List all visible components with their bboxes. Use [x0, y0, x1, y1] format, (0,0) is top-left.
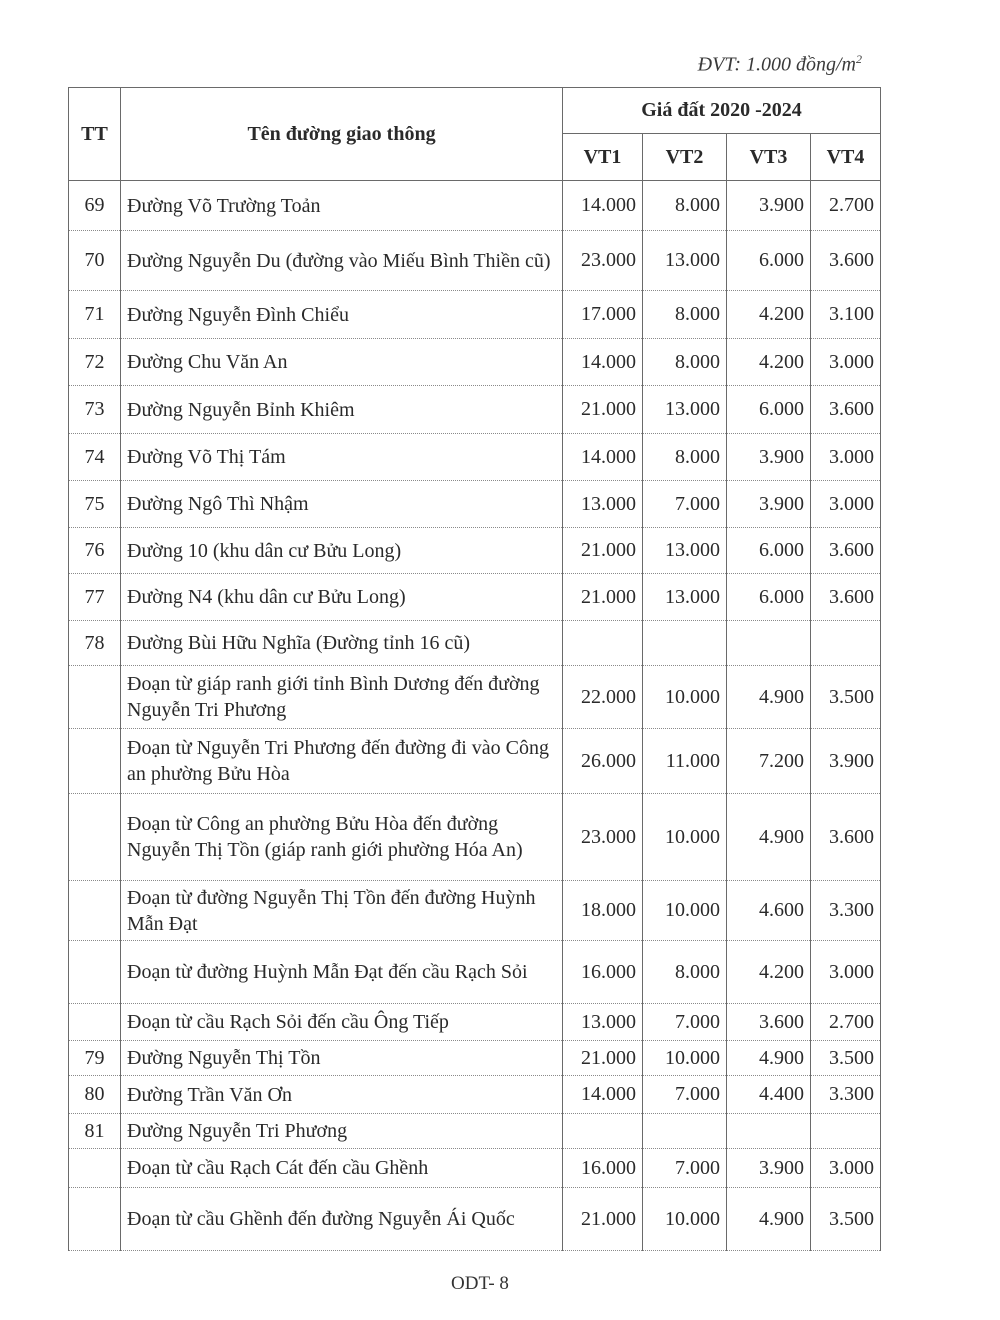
row-vt1: 26.000 [563, 729, 643, 794]
row-tt: 72 [69, 339, 121, 386]
row-vt1 [563, 1114, 643, 1149]
row-vt4 [811, 1114, 881, 1149]
row-vt1: 13.000 [563, 481, 643, 528]
row-tt: 73 [69, 386, 121, 434]
row-road-name: Đường Ngô Thì Nhậm [121, 481, 563, 528]
row-vt4 [811, 621, 881, 666]
row-tt [69, 1188, 121, 1251]
row-vt2: 11.000 [643, 729, 727, 794]
page-footer: ODT- 8 [451, 1273, 509, 1294]
row-vt4: 3.000 [811, 434, 881, 481]
table-row [69, 666, 881, 729]
row-vt3: 3.900 [727, 181, 811, 231]
row-vt3: 4.900 [727, 794, 811, 881]
row-vt3 [727, 621, 811, 666]
table-row [69, 528, 881, 574]
header-vt1: VT1 [563, 134, 643, 181]
row-tt: 76 [69, 528, 121, 574]
row-vt1: 21.000 [563, 528, 643, 574]
row-vt2: 13.000 [643, 528, 727, 574]
row-vt2: 13.000 [643, 231, 727, 291]
row-vt1: 14.000 [563, 434, 643, 481]
row-vt2: 10.000 [643, 666, 727, 729]
row-vt4: 3.100 [811, 291, 881, 339]
header-tt: TT [69, 88, 121, 181]
row-vt2: 8.000 [643, 181, 727, 231]
row-vt3: 4.900 [727, 666, 811, 729]
table-row [69, 941, 881, 1004]
row-vt3: 3.900 [727, 481, 811, 528]
row-vt3 [727, 1114, 811, 1149]
row-vt1: 14.000 [563, 181, 643, 231]
row-road-name: Đường Nguyễn Tri Phương [121, 1114, 563, 1149]
row-vt2: 10.000 [643, 881, 727, 941]
row-vt3: 6.000 [727, 574, 811, 621]
row-road-name: Đường Nguyễn Đình Chiểu [121, 291, 563, 339]
row-tt [69, 941, 121, 1004]
row-tt: 71 [69, 291, 121, 339]
row-vt4: 3.300 [811, 881, 881, 941]
row-road-name: Đoạn từ cầu Ghềnh đến đường Nguyễn Ái Quốc [121, 1188, 563, 1251]
row-tt: 80 [69, 1076, 121, 1114]
table-row [69, 386, 881, 434]
row-tt [69, 666, 121, 729]
row-vt2: 8.000 [643, 941, 727, 1004]
row-vt3: 4.900 [727, 1041, 811, 1076]
row-vt1: 22.000 [563, 666, 643, 729]
row-road-name: Đường Nguyễn Du (đường vào Miếu Bình Thiền cũ) [121, 231, 563, 291]
row-road-name: Đường Bùi Hữu Nghĩa (Đường tỉnh 16 cũ) [121, 621, 563, 666]
row-vt3: 6.000 [727, 528, 811, 574]
table-row [69, 621, 881, 666]
row-vt3: 6.000 [727, 231, 811, 291]
table-row [69, 1076, 881, 1114]
row-vt1: 21.000 [563, 1188, 643, 1251]
table-row [69, 1149, 881, 1188]
row-vt2: 10.000 [643, 794, 727, 881]
row-road-name: Đoạn từ Nguyễn Tri Phương đến đường đi vào Công an phường Bửu Hòa [121, 729, 563, 794]
header-vt4: VT4 [811, 134, 881, 181]
row-vt3: 3.900 [727, 1149, 811, 1188]
table-row [69, 881, 881, 941]
row-vt2: 7.000 [643, 1149, 727, 1188]
row-road-name: Đường Trần Văn Ơn [121, 1076, 563, 1114]
table-row [69, 339, 881, 386]
row-vt3: 4.900 [727, 1188, 811, 1251]
row-road-name: Đoạn từ đường Nguyễn Thị Tồn đến đường Huỳnh Mẫn Đạt [121, 881, 563, 941]
header-vt2: VT2 [643, 134, 727, 181]
row-vt4: 3.600 [811, 528, 881, 574]
row-vt4: 3.500 [811, 1188, 881, 1251]
row-road-name: Đường 10 (khu dân cư Bửu Long) [121, 528, 563, 574]
row-tt [69, 794, 121, 881]
row-vt3: 3.900 [727, 434, 811, 481]
row-vt3: 4.200 [727, 941, 811, 1004]
row-vt3: 4.400 [727, 1076, 811, 1114]
row-vt4: 3.500 [811, 1041, 881, 1076]
row-vt4: 2.700 [811, 1004, 881, 1041]
row-vt1: 13.000 [563, 1004, 643, 1041]
row-vt2: 8.000 [643, 434, 727, 481]
row-vt3: 4.600 [727, 881, 811, 941]
unit-note [698, 52, 862, 77]
row-road-name: Đoạn từ Công an phường Bửu Hòa đến đường Nguyễn Thị Tồn (giáp ranh giới phường Hóa An) [121, 794, 563, 881]
row-vt1: 21.000 [563, 574, 643, 621]
row-vt1: 16.000 [563, 1149, 643, 1188]
row-vt2: 7.000 [643, 481, 727, 528]
land-price-table [68, 87, 881, 1251]
header-price-group: Giá đất 2020 -2024 [563, 88, 881, 134]
row-vt3: 4.200 [727, 291, 811, 339]
table-row [69, 1188, 881, 1251]
table-row [69, 434, 881, 481]
row-road-name: Đường N4 (khu dân cư Bửu Long) [121, 574, 563, 621]
row-vt2: 8.000 [643, 339, 727, 386]
row-vt1 [563, 621, 643, 666]
row-road-name: Đường Nguyễn Bỉnh Khiêm [121, 386, 563, 434]
unit-note-text: ĐVT: 1.000 đồng/m [697, 53, 856, 76]
row-road-name: Đường Chu Văn An [121, 339, 563, 386]
table-row [69, 1004, 881, 1041]
row-tt [69, 729, 121, 794]
row-tt [69, 1149, 121, 1188]
row-vt3: 7.200 [727, 729, 811, 794]
row-vt1: 21.000 [563, 1041, 643, 1076]
row-vt4: 3.000 [811, 1149, 881, 1188]
row-vt4: 2.700 [811, 181, 881, 231]
row-vt1: 23.000 [563, 794, 643, 881]
row-tt: 75 [69, 481, 121, 528]
row-road-name: Đoạn từ cầu Rạch Sỏi đến cầu Ông Tiếp [121, 1004, 563, 1041]
table-row [69, 729, 881, 794]
table-row [69, 181, 881, 231]
row-vt3: 3.600 [727, 1004, 811, 1041]
table-row [69, 481, 881, 528]
table-row [69, 231, 881, 291]
table-row [69, 1041, 881, 1076]
row-vt2: 10.000 [643, 1041, 727, 1076]
row-tt: 81 [69, 1114, 121, 1149]
row-road-name: Đường Võ Trường Toản [121, 181, 563, 231]
header-road-name: Tên đường giao thông [121, 88, 563, 181]
row-vt3: 6.000 [727, 386, 811, 434]
row-road-name: Đoạn từ giáp ranh giới tỉnh Bình Dương đến đường Nguyễn Tri Phương [121, 666, 563, 729]
row-tt: 77 [69, 574, 121, 621]
row-tt: 78 [69, 621, 121, 666]
row-vt4: 3.000 [811, 941, 881, 1004]
row-tt [69, 881, 121, 941]
table-row [69, 291, 881, 339]
row-vt1: 17.000 [563, 291, 643, 339]
row-tt: 70 [69, 231, 121, 291]
row-road-name: Đoạn từ đường Huỳnh Mẫn Đạt đến cầu Rạch Sỏi [121, 941, 563, 1004]
row-vt1: 14.000 [563, 339, 643, 386]
unit-note-superscript: 2 [856, 52, 862, 66]
row-road-name: Đường Võ Thị Tám [121, 434, 563, 481]
row-vt2: 8.000 [643, 291, 727, 339]
row-vt4: 3.600 [811, 794, 881, 881]
table-row [69, 794, 881, 881]
row-vt3: 4.200 [727, 339, 811, 386]
row-vt1: 21.000 [563, 386, 643, 434]
row-vt2 [643, 1114, 727, 1149]
row-vt2 [643, 621, 727, 666]
table-row [69, 574, 881, 621]
row-vt2: 7.000 [643, 1076, 727, 1114]
row-vt4: 3.500 [811, 666, 881, 729]
header-vt3: VT3 [727, 134, 811, 181]
row-vt4: 3.900 [811, 729, 881, 794]
row-vt1: 18.000 [563, 881, 643, 941]
table-row [69, 1114, 881, 1149]
row-vt4: 3.300 [811, 1076, 881, 1114]
row-vt4: 3.600 [811, 574, 881, 621]
row-tt [69, 1004, 121, 1041]
table-body [69, 181, 881, 1251]
row-vt4: 3.000 [811, 339, 881, 386]
row-vt2: 10.000 [643, 1188, 727, 1251]
row-road-name: Đường Nguyễn Thị Tồn [121, 1041, 563, 1076]
row-vt4: 3.600 [811, 386, 881, 434]
row-vt1: 16.000 [563, 941, 643, 1004]
row-road-name: Đoạn từ cầu Rạch Cát đến cầu Ghềnh [121, 1149, 563, 1188]
row-vt2: 13.000 [643, 386, 727, 434]
row-tt: 79 [69, 1041, 121, 1076]
row-vt1: 14.000 [563, 1076, 643, 1114]
row-vt4: 3.600 [811, 231, 881, 291]
row-vt2: 13.000 [643, 574, 727, 621]
row-vt1: 23.000 [563, 231, 643, 291]
row-tt: 74 [69, 434, 121, 481]
row-vt2: 7.000 [643, 1004, 727, 1041]
row-vt4: 3.000 [811, 481, 881, 528]
row-tt: 69 [69, 181, 121, 231]
